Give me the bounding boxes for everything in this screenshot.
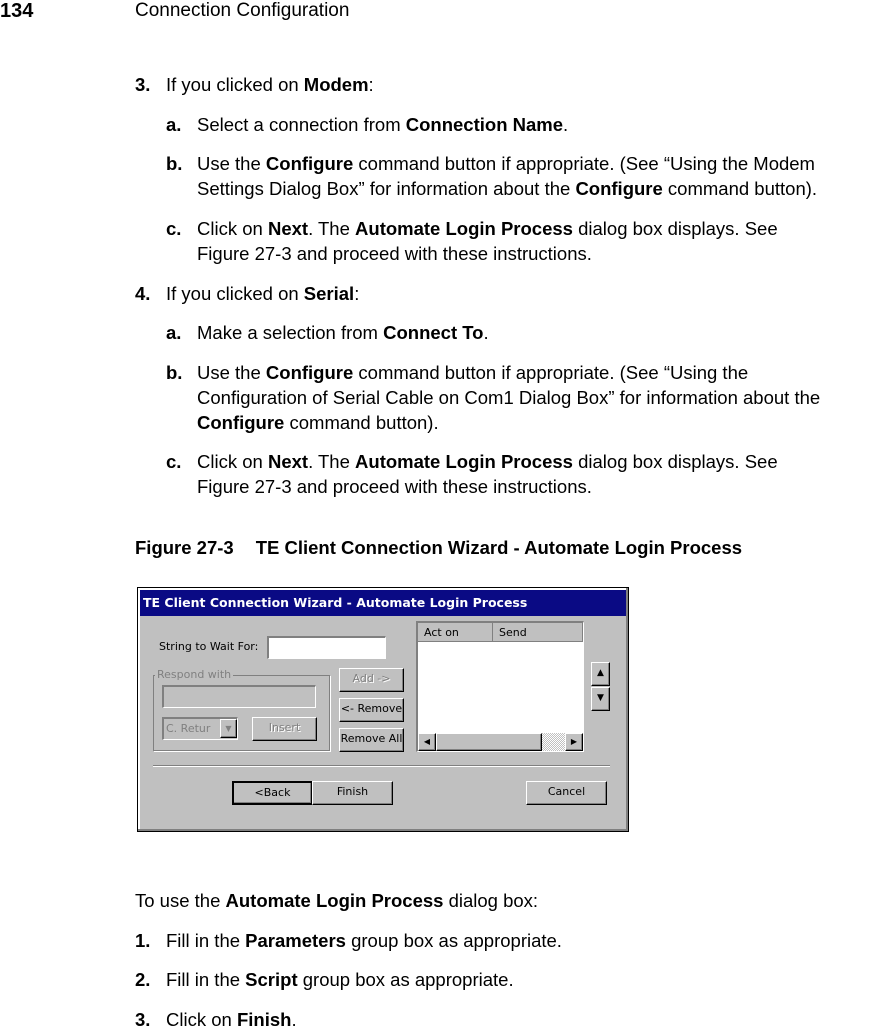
move-down-icon[interactable]: ▼ <box>591 687 610 711</box>
figure-caption <box>135 535 742 560</box>
ui-term: Automate Login Process <box>355 218 573 239</box>
script-list[interactable] <box>416 621 584 752</box>
instruction-text <box>135 888 538 913</box>
instruction-text <box>197 360 748 385</box>
key-combo[interactable] <box>162 717 238 740</box>
text-segment: Use the <box>197 153 266 174</box>
instruction-text <box>166 72 374 97</box>
scroll-thumb[interactable] <box>436 733 542 751</box>
list-marker: 2. <box>135 969 151 990</box>
text-segment: . The <box>308 218 356 239</box>
page-number: 134 <box>0 0 34 22</box>
key-combo-value: C. Retur <box>166 722 211 735</box>
list-marker: a. <box>166 322 182 343</box>
text-segment: Figure 27-3 and proceed with these instructions. <box>197 243 592 264</box>
text-segment: If you clicked on <box>166 74 304 95</box>
instruction-text <box>197 176 817 201</box>
instruction-text <box>197 410 439 435</box>
move-up-icon[interactable]: ▲ <box>591 662 610 686</box>
text-segment: Select a connection from <box>197 114 406 135</box>
text-segment: Fill in the <box>166 930 246 951</box>
text-segment: . The <box>308 451 356 472</box>
chevron-down-icon[interactable]: ▼ <box>220 719 237 738</box>
scroll-right-icon[interactable]: ▶ <box>565 733 583 751</box>
text-segment: Fill in the <box>166 969 246 990</box>
dialog-title-bar: TE Client Connection Wizard - Automate Login Process <box>140 590 626 616</box>
text-segment: command button if appropriate. (See “Using the <box>353 362 749 383</box>
remove-all-button[interactable]: Remove All <box>339 728 404 752</box>
ui-term: Modem <box>303 74 369 95</box>
text-segment: group box as appropriate. <box>297 969 514 990</box>
list-marker: 4. <box>135 283 151 304</box>
ui-term: Automate Login Process <box>355 451 573 472</box>
text-segment: group box as appropriate. <box>345 930 562 951</box>
text-segment: Click on <box>197 451 268 472</box>
add-button[interactable]: Add -> <box>339 668 404 692</box>
text-segment: dialog box: <box>443 890 539 911</box>
ui-term: Script <box>245 969 298 990</box>
text-segment: Figure 27-3 and proceed with these instructions. <box>197 476 592 497</box>
text-segment: . <box>563 114 569 135</box>
text-segment: dialog box displays. See <box>572 218 778 239</box>
list-marker: c. <box>166 451 182 472</box>
text-segment: Use the <box>197 362 266 383</box>
instruction-text <box>197 385 820 410</box>
list-marker: 1. <box>135 930 151 951</box>
text-segment: . <box>291 1009 297 1030</box>
section-title: Connection Configuration <box>135 0 350 21</box>
ui-term: Connection Name <box>405 114 564 135</box>
string-to-wait-input[interactable] <box>267 636 386 659</box>
remove-button[interactable]: <- Remove <box>339 698 404 722</box>
list-header <box>418 623 583 642</box>
text-segment: dialog box displays. See <box>572 451 778 472</box>
list-marker: 3. <box>135 74 151 95</box>
column-act-on[interactable]: Act on <box>418 623 493 642</box>
string-to-wait-label: String to Wait For: <box>159 640 259 653</box>
instruction-text <box>166 281 359 306</box>
list-marker: b. <box>166 362 183 383</box>
text-segment: Click on <box>166 1009 237 1030</box>
instruction-text <box>197 449 778 474</box>
ui-term: Next <box>267 218 309 239</box>
text-segment: Click on <box>197 218 268 239</box>
column-send[interactable]: Send <box>493 623 583 642</box>
insert-button[interactable]: Insert <box>252 717 317 741</box>
text-segment: : <box>354 283 360 304</box>
back-button[interactable]: <Back <box>232 781 313 805</box>
text-segment: Settings Dialog Box” for information about the <box>197 178 576 199</box>
list-marker: c. <box>166 218 182 239</box>
instruction-text <box>197 474 592 499</box>
text-segment: command button). <box>662 178 818 199</box>
list-marker: a. <box>166 114 182 135</box>
text-segment: : <box>368 74 374 95</box>
ui-term: Finish <box>236 1009 292 1030</box>
instruction-text <box>197 241 592 266</box>
ui-term: Automate Login Process <box>225 890 444 911</box>
ui-term: Parameters <box>245 930 346 951</box>
figure-title: TE Client Connection Wizard - Automate Login Process <box>255 537 743 558</box>
scroll-track[interactable] <box>542 733 565 751</box>
text-segment: command button). <box>284 412 439 433</box>
respond-with-input[interactable] <box>162 685 316 708</box>
ui-term: Serial <box>303 283 355 304</box>
text-segment: command button if appropriate. (See “Using the Modem <box>353 153 815 174</box>
instruction-text <box>166 928 562 953</box>
text-segment: If you clicked on <box>166 283 304 304</box>
text-segment: To use the <box>135 890 226 911</box>
scroll-left-icon[interactable]: ◀ <box>418 733 436 751</box>
respond-with-label: Respond with <box>157 668 232 681</box>
ui-term: Configure <box>197 412 285 433</box>
text-segment: Configuration of Serial Cable on Com1 Dialog Box” for information about the <box>197 387 821 408</box>
separator <box>153 765 610 767</box>
cancel-button[interactable]: Cancel <box>526 781 607 805</box>
instruction-text <box>197 216 778 241</box>
ui-term: Configure <box>575 178 663 199</box>
ui-term: Configure <box>265 153 354 174</box>
instruction-text <box>166 1007 297 1032</box>
list-marker: 3. <box>135 1009 151 1030</box>
ui-term: Configure <box>265 362 354 383</box>
ui-term: Next <box>267 451 309 472</box>
automate-login-dialog <box>137 587 629 832</box>
figure-number: Figure 27-3 <box>135 537 234 558</box>
list-marker: b. <box>166 153 183 174</box>
ui-term: Connect To <box>383 322 484 343</box>
instruction-text <box>197 112 568 137</box>
instruction-text <box>166 967 514 992</box>
instruction-text <box>197 151 815 176</box>
text-segment: . <box>483 322 489 343</box>
text-segment: Make a selection from <box>197 322 384 343</box>
instruction-text <box>197 320 489 345</box>
finish-button[interactable]: Finish <box>312 781 393 805</box>
horizontal-scrollbar[interactable] <box>418 733 583 751</box>
